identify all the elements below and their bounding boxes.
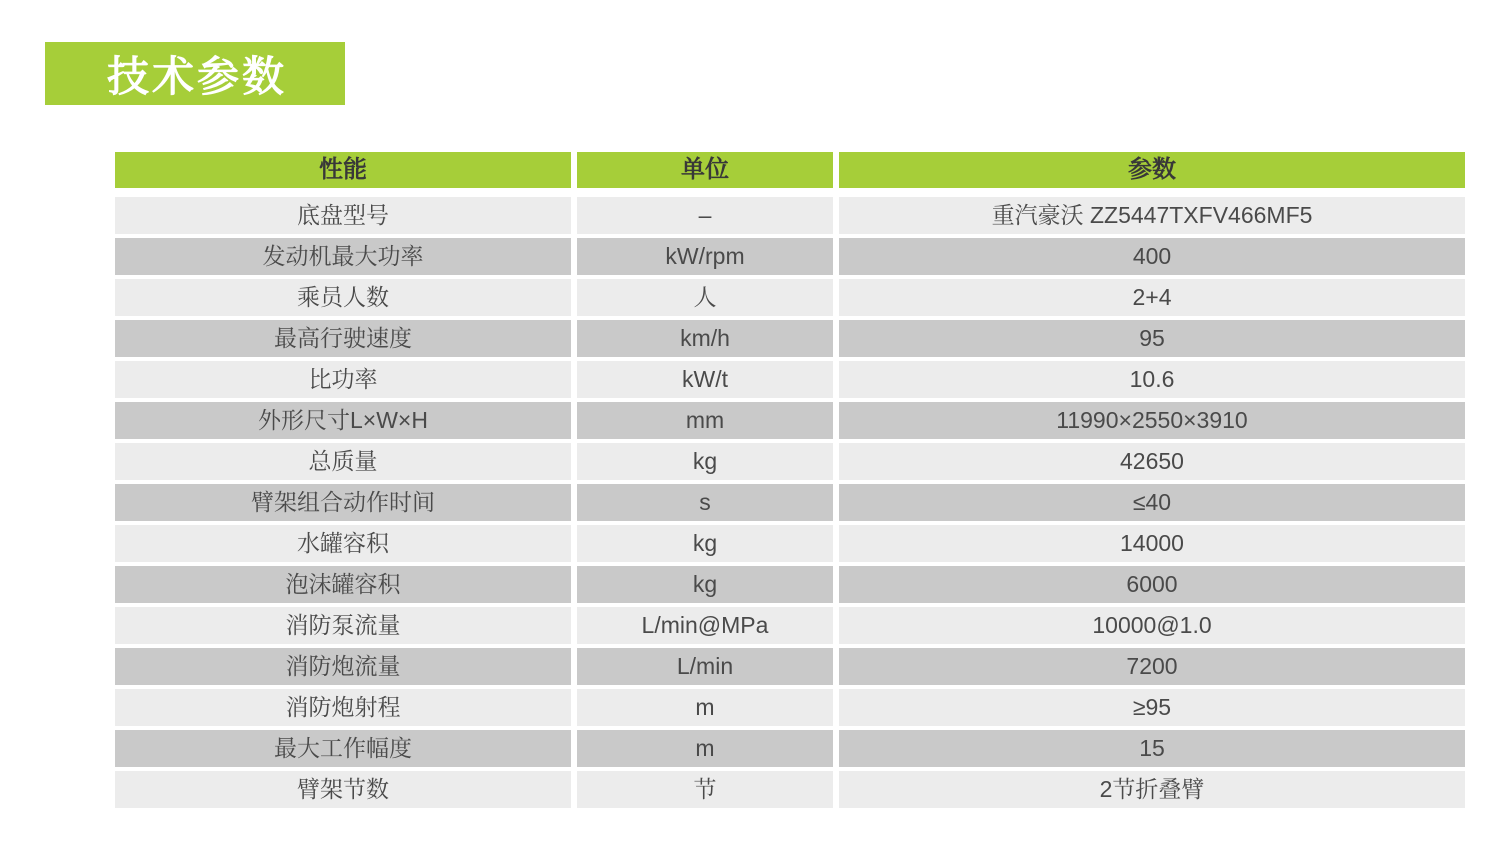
spec-name-cell: 消防炮射程 <box>115 689 571 726</box>
spec-name-cell: 比功率 <box>115 361 571 398</box>
spec-name-cell: 臂架组合动作时间 <box>115 484 571 521</box>
spec-name-cell: 泡沫罐容积 <box>115 566 571 603</box>
table-body <box>115 197 1465 808</box>
spec-unit-cell: kg <box>577 566 833 603</box>
table-row <box>115 525 1465 562</box>
table-row <box>115 238 1465 275</box>
spec-unit-cell: km/h <box>577 320 833 357</box>
spec-value-cell: 42650 <box>839 443 1465 480</box>
section-title-banner <box>45 42 345 105</box>
table-row <box>115 402 1465 439</box>
spec-name-cell: 乘员人数 <box>115 279 571 316</box>
spec-value-cell: 95 <box>839 320 1465 357</box>
spec-value-cell: 14000 <box>839 525 1465 562</box>
spec-unit-cell: 人 <box>577 279 833 316</box>
spec-value-cell: 10.6 <box>839 361 1465 398</box>
table-row <box>115 484 1465 521</box>
spec-name-cell: 最大工作幅度 <box>115 730 571 767</box>
spec-value-cell: 重汽豪沃 ZZ5447TXFV466MF5 <box>839 197 1465 234</box>
column-header-unit: 单位 <box>577 152 833 188</box>
table-row <box>115 320 1465 357</box>
table-row <box>115 279 1465 316</box>
spec-unit-cell: m <box>577 730 833 767</box>
spec-name-cell: 水罐容积 <box>115 525 571 562</box>
spec-unit-cell: L/min@MPa <box>577 607 833 644</box>
spec-value-cell: 2节折叠臂 <box>839 771 1465 808</box>
table-row <box>115 730 1465 767</box>
table-header-row <box>115 152 1465 188</box>
table-row <box>115 361 1465 398</box>
table-row <box>115 607 1465 644</box>
table-row <box>115 197 1465 234</box>
spec-name-cell: 发动机最大功率 <box>115 238 571 275</box>
spec-unit-cell: – <box>577 197 833 234</box>
spec-value-cell: 6000 <box>839 566 1465 603</box>
spec-unit-cell: kg <box>577 525 833 562</box>
column-header-parameter: 参数 <box>839 152 1465 188</box>
spec-unit-cell: 节 <box>577 771 833 808</box>
spec-unit-cell: L/min <box>577 648 833 685</box>
spec-unit-cell: m <box>577 689 833 726</box>
spec-name-cell: 消防炮流量 <box>115 648 571 685</box>
table-row <box>115 566 1465 603</box>
spec-name-cell: 臂架节数 <box>115 771 571 808</box>
spec-value-cell: ≤40 <box>839 484 1465 521</box>
spec-name-cell: 消防泵流量 <box>115 607 571 644</box>
spec-table <box>115 152 1465 812</box>
spec-name-cell: 总质量 <box>115 443 571 480</box>
spec-name-cell: 外形尺寸L×W×H <box>115 402 571 439</box>
spec-unit-cell: kg <box>577 443 833 480</box>
spec-value-cell: 11990×2550×3910 <box>839 402 1465 439</box>
spec-value-cell: ≥95 <box>839 689 1465 726</box>
spec-value-cell: 2+4 <box>839 279 1465 316</box>
table-row <box>115 648 1465 685</box>
spec-unit-cell: kW/t <box>577 361 833 398</box>
section-title: 技术参数 <box>107 52 288 100</box>
spec-unit-cell: mm <box>577 402 833 439</box>
spec-value-cell: 400 <box>839 238 1465 275</box>
spec-value-cell: 10000@1.0 <box>839 607 1465 644</box>
table-row <box>115 443 1465 480</box>
spec-unit-cell: s <box>577 484 833 521</box>
table-row <box>115 771 1465 808</box>
spec-name-cell: 底盘型号 <box>115 197 571 234</box>
column-header-performance: 性能 <box>115 152 571 188</box>
spec-unit-cell: kW/rpm <box>577 238 833 275</box>
spec-value-cell: 15 <box>839 730 1465 767</box>
spec-value-cell: 7200 <box>839 648 1465 685</box>
table-row <box>115 689 1465 726</box>
spec-name-cell: 最高行驶速度 <box>115 320 571 357</box>
